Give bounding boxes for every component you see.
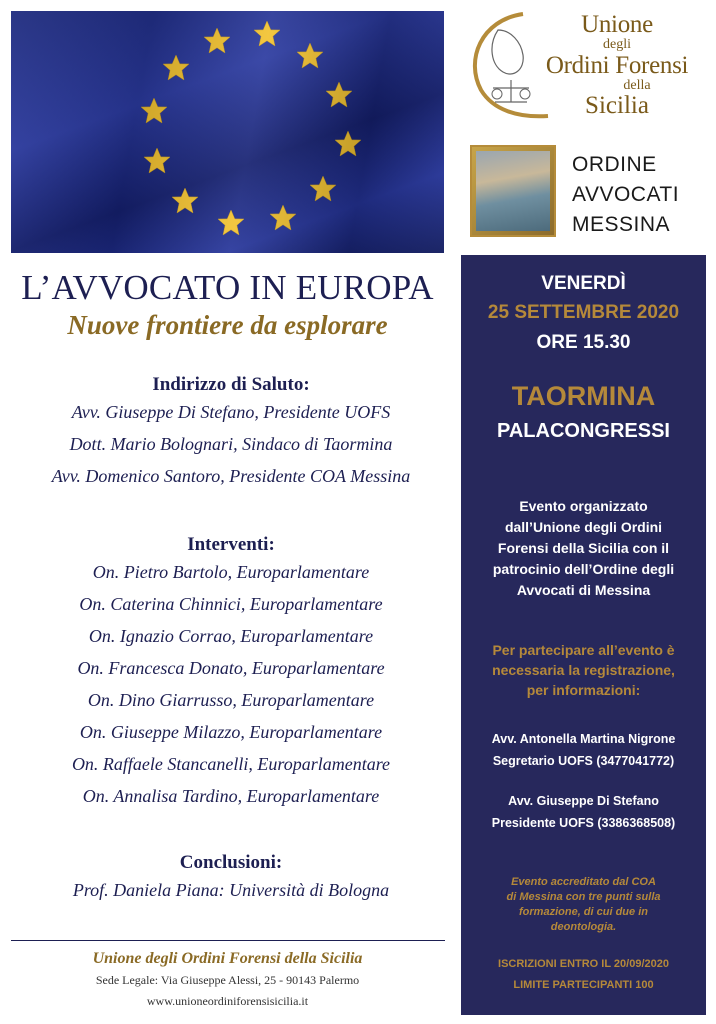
organizer-line: patrocinio dell’Ordine degli (492, 561, 675, 577)
logo-line-degli: degli (603, 37, 631, 52)
participant-limit: LIMITE PARTECIPANTI 100 (513, 979, 654, 991)
registration-line: per informazioni: (526, 682, 641, 698)
contact-name: Avv. Giuseppe Di Stefano (508, 794, 659, 808)
logo-line-ordini-forensi: Ordini Forensi (545, 52, 689, 79)
section-interventi (11, 534, 451, 812)
organizer-line: Evento organizzato (519, 498, 648, 514)
coa-line-ordine: ORDINE (572, 153, 657, 176)
intervento-line: On. Dino Giarrusso, Europarlamentare (87, 690, 375, 710)
intervento-line: On. Annalisa Tardino, Europarlamentare (82, 786, 380, 806)
event-city: TAORMINA (511, 381, 656, 411)
subtitle: Nuove frontiere da esplorare (67, 310, 388, 340)
intervento-line: On. Giuseppe Milazzo, Europarlamentare (79, 722, 383, 742)
footer-address: Sede Legale: Via Giuseppe Alessi, 25 - 90143 Palermo (95, 973, 360, 987)
intervento-line: On. Caterina Chinnici, Europarlamentare (79, 594, 383, 614)
saluto-line: Avv. Domenico Santoro, Presidente COA Messina (51, 466, 411, 486)
flag-shading (11, 11, 444, 253)
registration-line: Per partecipare all’evento è (492, 642, 675, 658)
coa-line-messina: MESSINA (572, 213, 671, 236)
accreditation-text (461, 875, 706, 935)
section-conclusioni (11, 852, 451, 906)
messina-view-image (476, 151, 550, 231)
footer-org-name: Unione degli Ordini Forensi della Sicilia (92, 950, 363, 967)
intervento-line: On. Pietro Bartolo, Europarlamentare (92, 562, 370, 582)
registration-deadline: ISCRIZIONI ENTRO IL 20/09/2020 (498, 958, 669, 970)
main-title: L’AVVOCATO IN EUROPA (21, 268, 434, 307)
coa-messina-name (572, 150, 679, 240)
registration-text (461, 640, 706, 700)
organizer-line: Forensi della Sicilia con il (497, 540, 670, 556)
footer-website-link[interactable]: www.unioneordiniforensisicilia.it (146, 994, 309, 1008)
contact-role-phone: Segretario UOFS (3477041772) (492, 754, 675, 768)
section-saluto (11, 374, 451, 492)
accreditation-line: deontologia. (550, 921, 617, 933)
logo-line-sicilia: Sicilia (585, 92, 649, 119)
intervento-line: On. Ignazio Corrao, Europarlamentare (88, 626, 374, 646)
logo-line-unione: Unione (581, 11, 653, 38)
intervento-line: On. Francesca Donato, Europarlamentare (77, 658, 385, 678)
footer-divider (11, 940, 445, 941)
event-time: ORE 15.30 (536, 332, 631, 353)
accreditation-line: di Messina con tre punti sulla (506, 891, 661, 903)
eu-flag-image (11, 11, 444, 253)
saluto-line: Avv. Giuseppe Di Stefano, Presidente UOFS (71, 402, 391, 422)
organizer-line: dall’Unione degli Ordini (504, 519, 663, 535)
registration-line: necessaria la registrazione, (492, 662, 675, 678)
conclusione-line: Prof. Daniela Piana: Università di Bologna (72, 880, 390, 900)
uofs-logo (463, 10, 708, 120)
saluto-line: Dott. Mario Bolognari, Sindaco di Taormina (69, 434, 393, 454)
event-day: VENERDÌ (541, 273, 626, 294)
contact-name: Avv. Antonella Martina Nigrone (491, 732, 676, 746)
accreditation-line: formazione, di cui due in (519, 906, 648, 918)
interventi-heading: Interventi: (187, 534, 275, 555)
event-venue: PALACONGRESSI (497, 420, 670, 442)
coa-line-avvocati: AVVOCATI (572, 183, 680, 206)
saluto-heading: Indirizzo di Saluto: (152, 374, 310, 395)
contact-role-phone: Presidente UOFS (3386368508) (491, 816, 676, 830)
intervento-line: On. Raffaele Stancanelli, Europarlamentare (71, 754, 391, 774)
logo-line-della: della (623, 78, 651, 93)
event-organizer-text (461, 496, 706, 601)
conclusioni-heading: Conclusioni: (179, 852, 283, 873)
accreditation-line: Evento accreditato dal COA (511, 876, 656, 888)
organizer-line: Avvocati di Messina (516, 582, 651, 598)
event-date: 25 SETTEMBRE 2020 (487, 302, 680, 323)
event-info-panel (461, 255, 706, 1015)
contact-nigrone (461, 728, 706, 772)
coa-messina-emblem (470, 145, 556, 237)
contact-di-stefano (461, 790, 706, 834)
